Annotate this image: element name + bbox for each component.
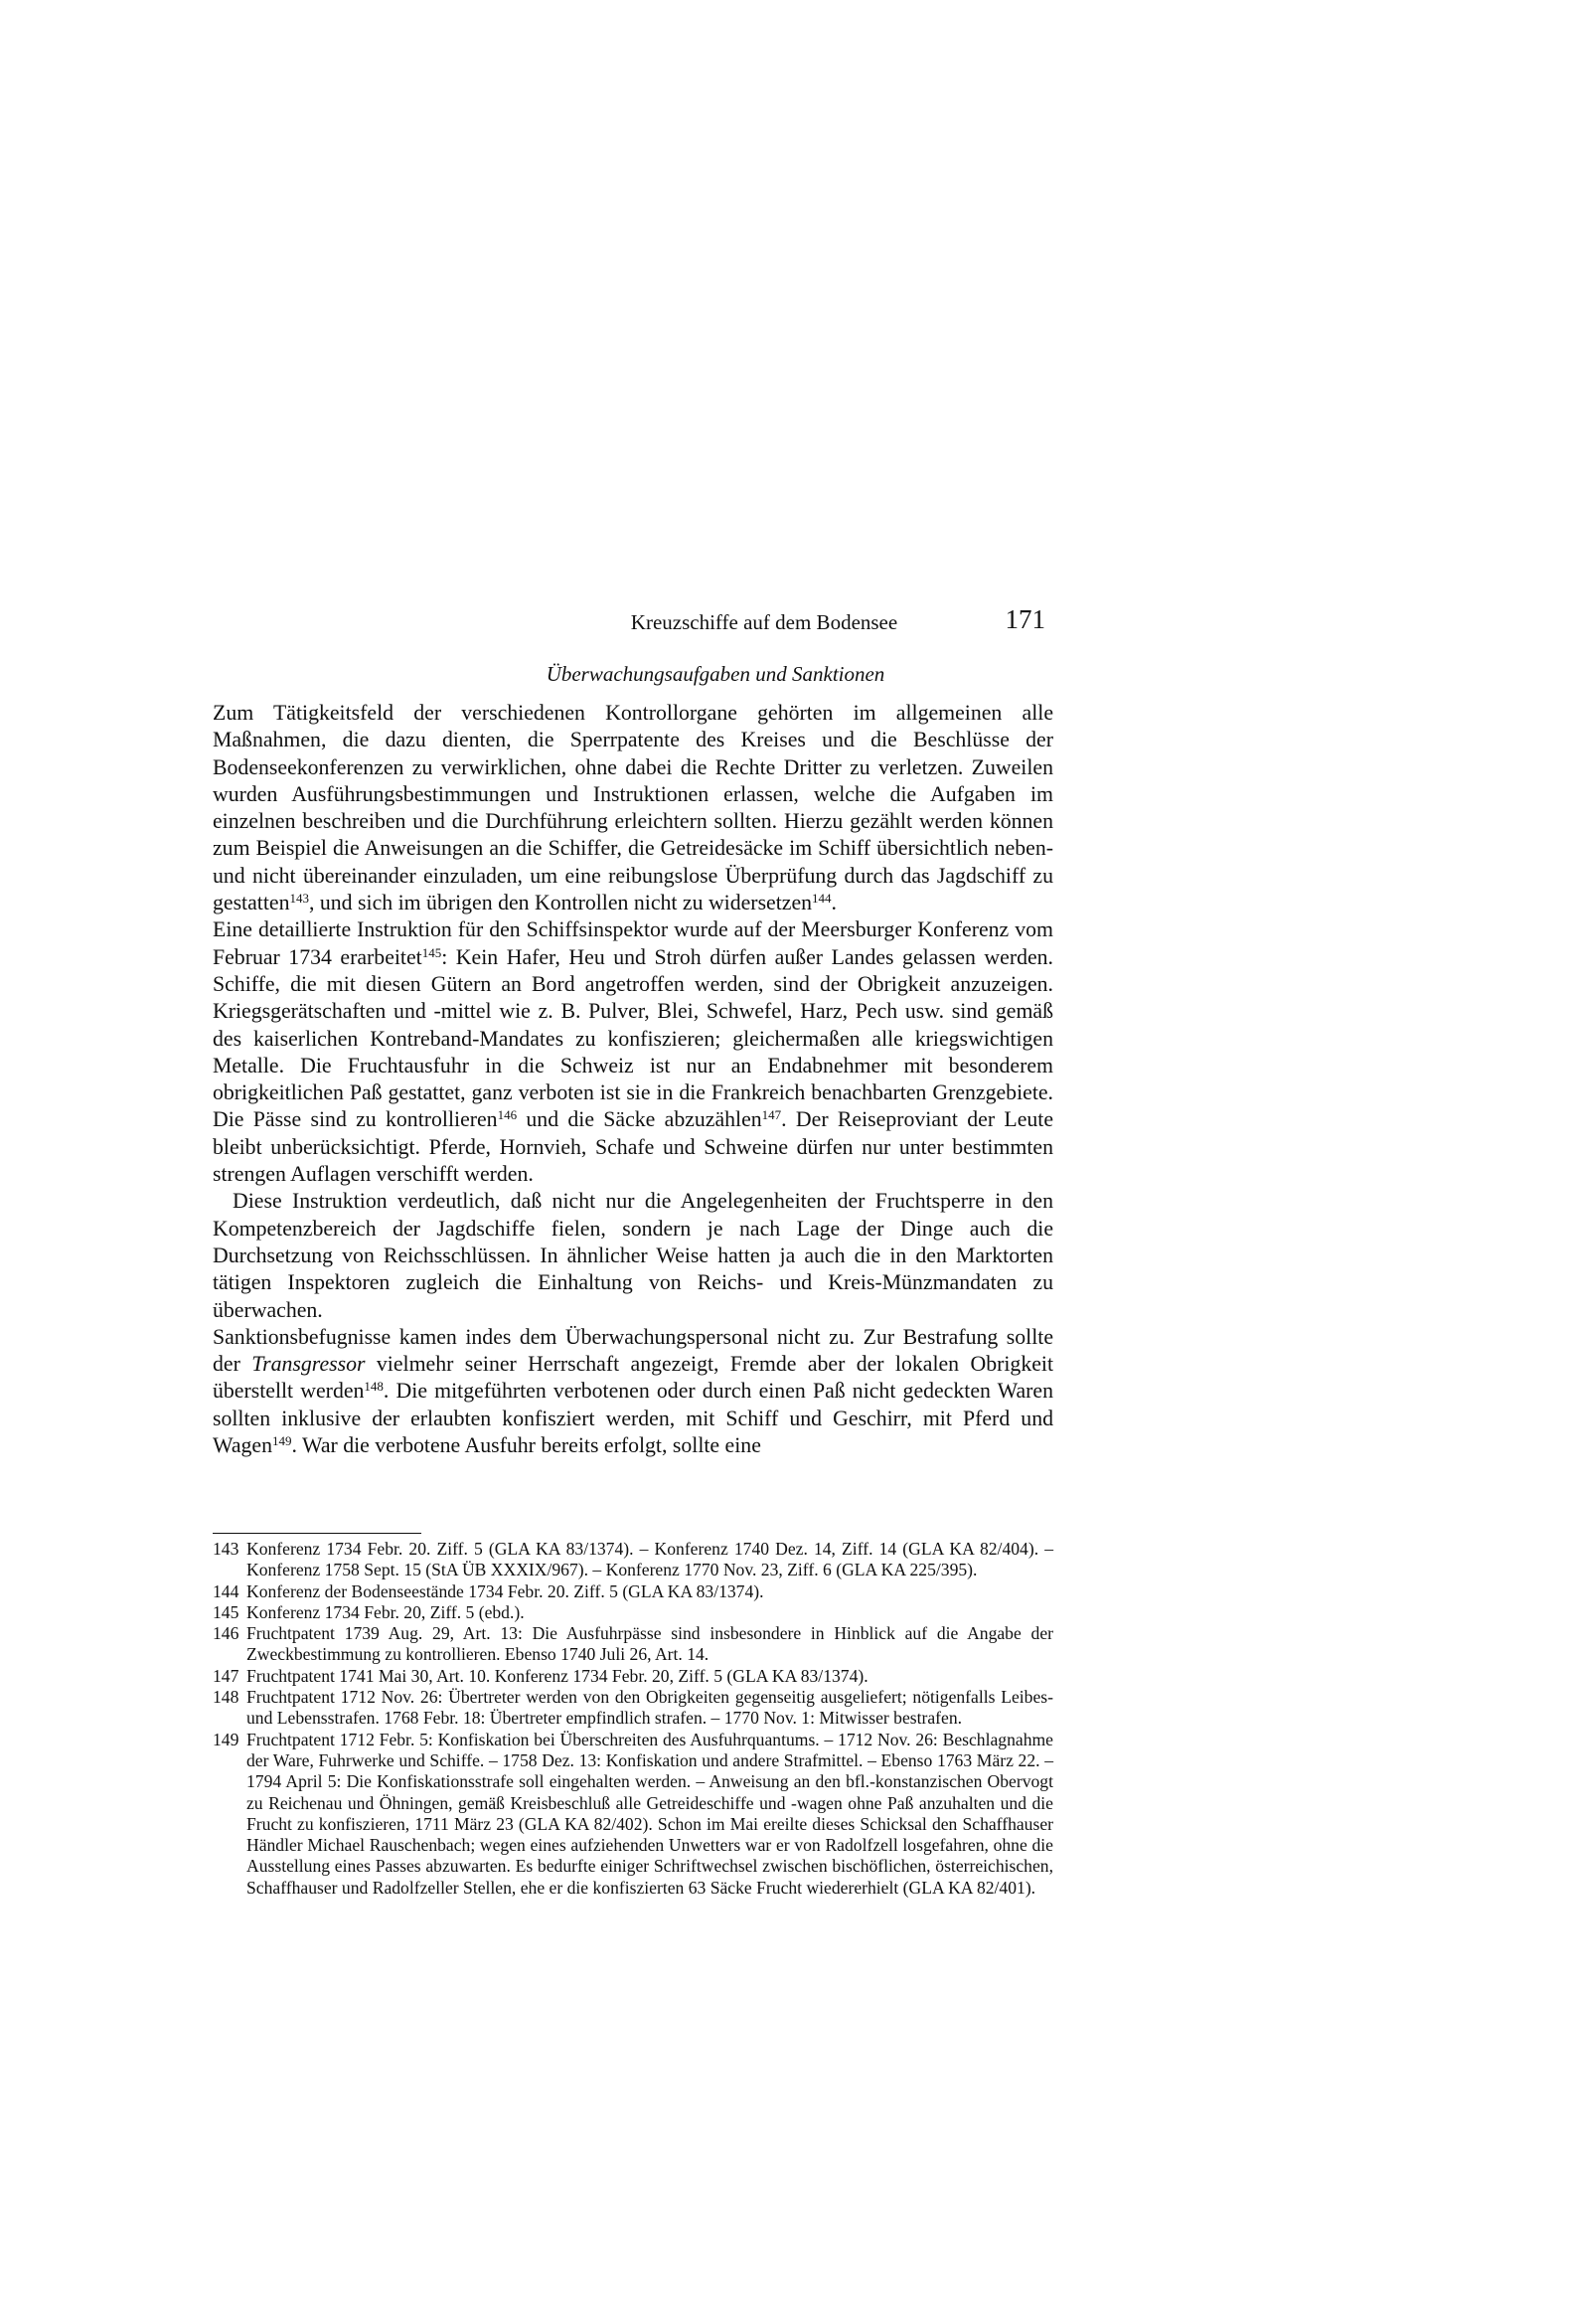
footnote-number: 146 <box>213 1623 239 1644</box>
paragraph-2-text-d: . Der Reiseproviant der Leute bleibt unberücksichtigt. Pferde, Hornvieh, Schafe und Schweine dürfen nur unter bestimmten strengen Auflagen verschifft werden. <box>213 1107 1053 1187</box>
paragraph-1 <box>213 700 1053 916</box>
footnote-146 <box>213 1623 1053 1666</box>
footnote-ref-145[interactable]: 145 <box>421 944 442 960</box>
footnote-number: 143 <box>213 1539 239 1559</box>
footnote-text: Fruchtpatent 1739 Aug. 29, Art. 13: Die Ausfuhrpässe sind insbesondere in Hinblick auf die Angabe der Zweckbestimmung zu kontrollieren. Ebenso 1740 Juli 26, Art. 14. <box>246 1623 1053 1665</box>
footnote-number: 149 <box>213 1729 239 1749</box>
footnotes <box>213 1539 1053 1899</box>
footnote-ref-146[interactable]: 146 <box>497 1107 518 1123</box>
body-text <box>213 700 1053 1459</box>
footnote-149 <box>213 1730 1053 1899</box>
footnote-text: Fruchtpatent 1741 Mai 30, Art. 10. Konferenz 1734 Febr. 20, Ziff. 5 (GLA KA 83/1374). <box>246 1665 868 1686</box>
footnote-divider <box>213 1533 421 1534</box>
footnote-143 <box>213 1539 1053 1581</box>
paragraph-4-italic-term: Transgressor <box>251 1352 366 1377</box>
paragraph-2-text-b: : Kein Hafer, Heu und Stroh dürfen außer Landes gelassen werden. Schiffe, die mit diesen Gütern an Bord angetroffen werden, sind der Obrigkeit anzuzeigen. Kriegsgerätschaften und -mittel wie z. B. Pulver, Blei, Schwefel, Harz, Pech usw. sind gemäß des kaiserlichen Kontreband-Mandates zu konfiszieren; gleichermaßen alle kriegswichtigen Metalle. Die Fruchtausfuhr in die Schweiz ist nur an Endabnehmer mit besonderem obrigkeitlichen Paß gestattet, ganz verboten ist sie in die Frankreich benachbarten Grenzgebiete. Die Pässe sind zu kontrollieren <box>213 944 1054 1132</box>
footnote-ref-147[interactable]: 147 <box>761 1107 782 1123</box>
footnote-number: 147 <box>213 1665 239 1686</box>
paragraph-2-text-a: Eine detaillierte Instruktion für den Schiffsinspektor wurde auf der Meersburger Konferenz vom Februar 1734 erarbeitet <box>213 917 1053 969</box>
footnote-144 <box>213 1581 1053 1602</box>
footnote-text: Konferenz der Bodenseestände 1734 Febr. 20. Ziff. 5 (GLA KA 83/1374). <box>246 1580 764 1601</box>
footnote-number: 148 <box>213 1687 239 1708</box>
paragraph-3: Diese Instruktion verdeutlich, daß nicht nur die Angelegenheiten der Fruchtsperre in den Kompetenzbereich der Jagdschiffe fielen, sondern je nach Lage der Dinge auch die Durchsetzung von Reichsschlüssen. In ähnlicher Weise hatten ja auch die in den Marktorten tätigen Inspektoren zugleich die Einhaltung von Reichs- und Kreis-Münzmandaten zu überwachen. <box>213 1189 1053 1322</box>
footnote-ref-143[interactable]: 143 <box>289 891 309 907</box>
page-number: 171 <box>1005 604 1045 634</box>
footnote-ref-149[interactable]: 149 <box>271 1433 292 1449</box>
section-heading: Überwachungsaufgaben und Sanktionen <box>546 662 885 686</box>
paragraph-4-text-a: Sanktionsbefugnisse kamen indes dem Überwachungspersonal nicht zu. Zur Bestrafung sollte der <box>213 1324 1053 1377</box>
paragraph-4-text-c: . Die mitgeführten verbotenen oder durch einen Paß nicht gedeckten Waren sollten inklusive der erlaubten konfisziert werden, mit Schiff und Geschirr, mit Pferd und Wagen <box>213 1379 1053 1458</box>
footnote-text: Konferenz 1734 Febr. 20, Ziff. 5 (ebd.). <box>246 1601 525 1622</box>
paragraph-1-text-c: . <box>831 891 837 915</box>
footnote-text: Fruchtpatent 1712 Nov. 26: Übertreter werden von den Obrigkeiten gegenseitig ausgeliefert; nötigenfalls Leibes- und Lebensstrafen. 1768 Febr. 18: Übertreter empfindlich strafen. – 1770 Nov. 1: Mitwisser bestrafen. <box>246 1687 1053 1729</box>
footnote-text: Fruchtpatent 1712 Febr. 5: Konfiskation bei Überschreiten des Ausfuhrquantums. – 1712 Nov. 26: Beschlagnahme der Ware, Fuhrwerke und Schiffe. – 1758 Dez. 13: Konfiskation und andere Strafmittel. – Ebenso 1763 März 22. – 1794 April 5: Die Konfiskationsstrafe soll eingehalten werden. – Anweisung an den bfl.-konstanzischen Obervogt zu Reichenau und Öhningen, gemäß Kreisbeschluß alle Getreideschiffe und -wagen ohne Paß anzuhalten und die Frucht zu konfiszieren, 1711 März 23 (GLA KA 82/402). Schon im Mai ereilte dieses Schicksal den Schaffhauser Händler Michael Rauschenbach; wegen eines aufziehenden Unwetters war er von Radolfzell losgefahren, ohne die Ausstellung eines Passes abzuwarten. Es bedurfte einiger Schriftwechsel zwischen bischöflichen, österreichischen, Schaffhauser und Radolfzeller Stellen, ehe er die konfiszierten 63 Säcke Frucht wiedererhielt (GLA KA 82/401). <box>246 1729 1053 1898</box>
running-head <box>483 604 1045 644</box>
paragraph-2-text-c: und die Säcke abzuzählen <box>517 1107 762 1132</box>
running-head-title: Kreuzschiffe auf dem Bodensee <box>630 610 898 634</box>
footnote-text: Konferenz 1734 Febr. 20. Ziff. 5 (GLA KA 83/1374). – Konferenz 1740 Dez. 14, Ziff. 14 (GLA KA 82/404). – Konferenz 1758 Sept. 15 (StA ÜB XXXIX/967). – Konferenz 1770 Nov. 23, Ziff. 6 (GLA KA 225/395). <box>246 1539 1053 1580</box>
footnote-number: 145 <box>213 1601 239 1622</box>
footnote-145 <box>213 1602 1053 1623</box>
footnote-147 <box>213 1666 1053 1687</box>
paragraph-1-text-b: , und sich im übrigen den Kontrollen nicht zu widersetzen <box>308 891 813 915</box>
footnote-148 <box>213 1687 1053 1730</box>
footnote-ref-144[interactable]: 144 <box>812 891 832 907</box>
paragraph-4 <box>213 1324 1053 1459</box>
paragraph-2 <box>213 916 1053 1188</box>
paragraph-4-text-d: . War die verbotene Ausfuhr bereits erfolgt, sollte eine <box>291 1433 761 1458</box>
footnote-ref-148[interactable]: 148 <box>364 1379 384 1395</box>
footnote-number: 144 <box>213 1580 239 1601</box>
paragraph-4-text-b: vielmehr seiner Herrschaft angezeigt, Fremde aber der lokalen Obrigkeit überstellt werden <box>213 1352 1053 1404</box>
paragraph-1-text-a: Zum Tätigkeitsfeld der verschiedenen Kontrollorgane gehörten im allgemeinen alle Maßnahmen, die dazu dienten, die Sperrpatente des Kreises und die Beschlüsse der Bodenseekonferenzen zu verwirklichen, ohne dabei die Rechte Dritter zu verletzen. Zuweilen wurden Ausführungsbestimmungen und Instruktionen erlassen, welche die Aufgaben im einzelnen beschreiben und die Durchführung erleichtern sollten. Hierzu gezählt werden können zum Beispiel die Anweisungen an die Schiffer, die Getreidesäcke im Schiff übersichtlich neben- und nicht übereinander einzuladen, um eine reibungslose Überprüfung durch das Jagdschiff zu gestatten <box>213 701 1053 915</box>
